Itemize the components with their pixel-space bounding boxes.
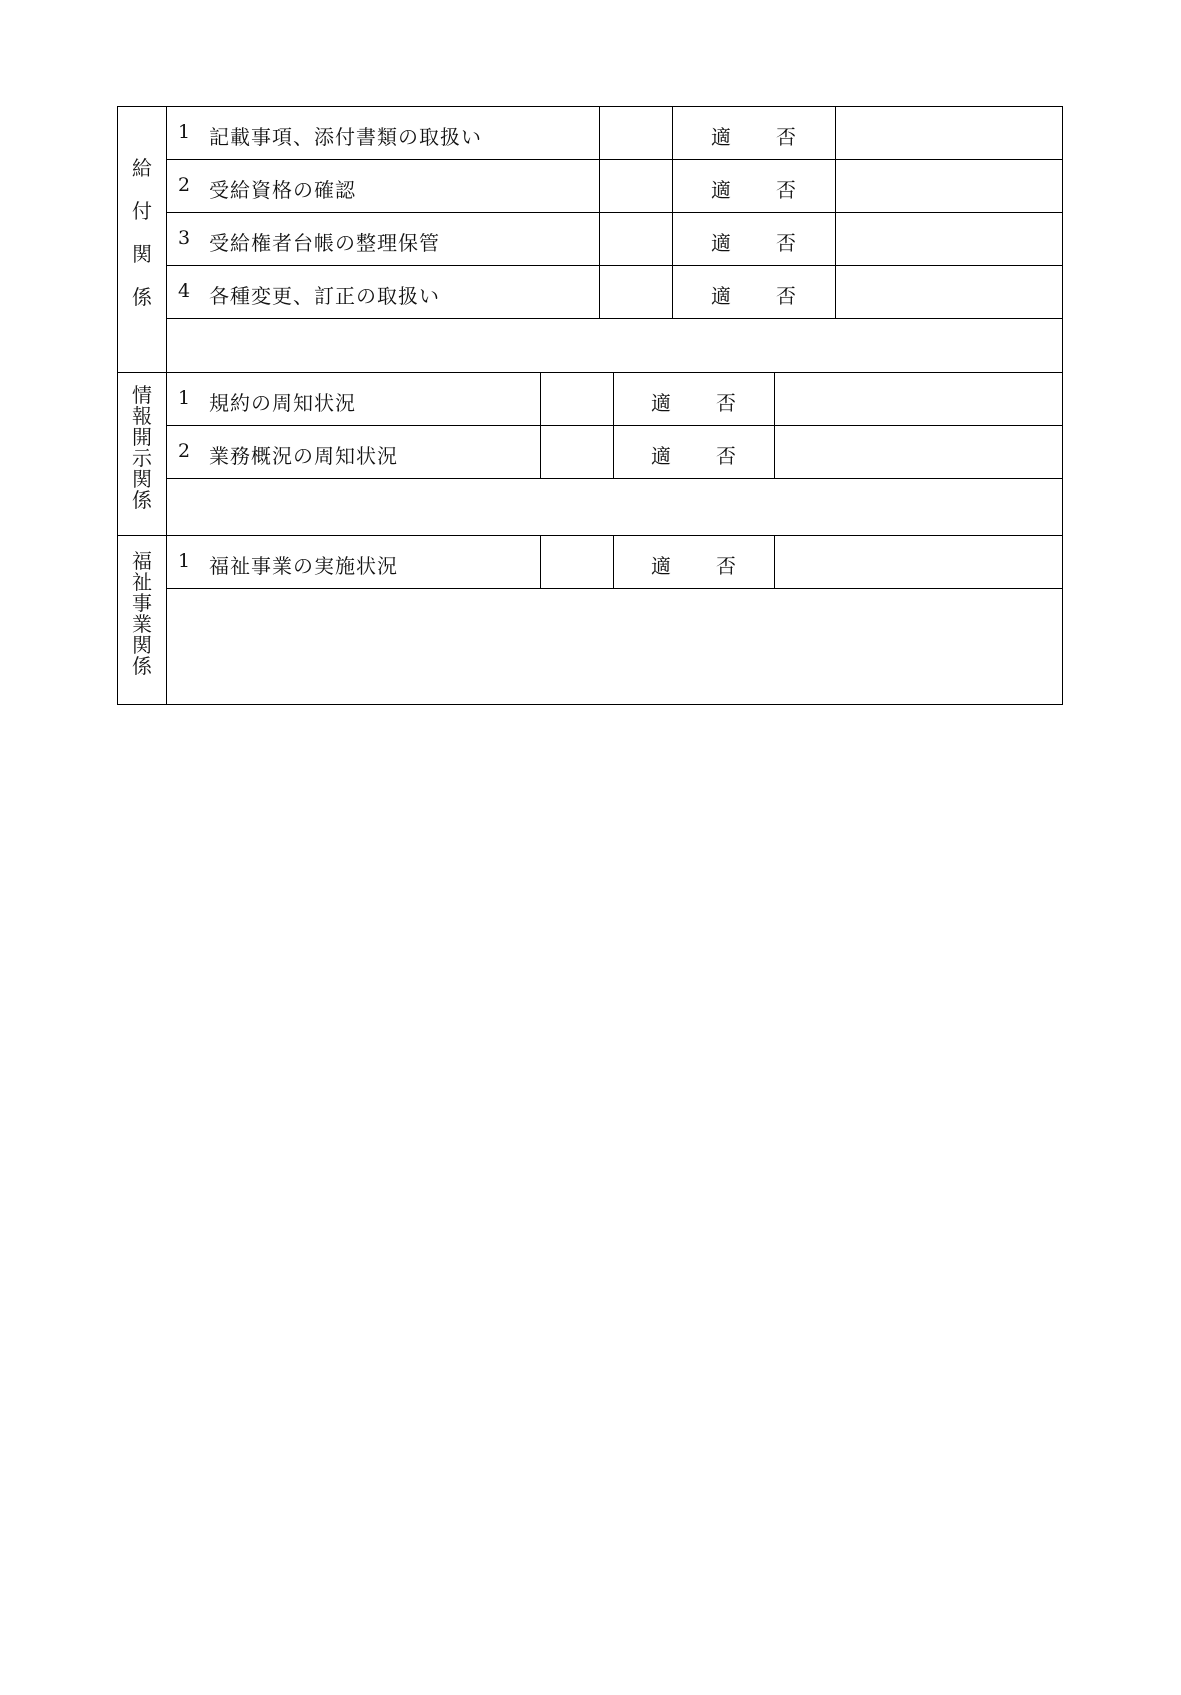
item-number: 1 (178, 121, 191, 143)
item-label: 記載事項、添付書類の取扱い (209, 125, 482, 149)
row-divider (166, 425, 1063, 426)
section-divider (117, 535, 1063, 536)
category-label-joho (118, 385, 166, 511)
category-char: 係 (132, 488, 152, 512)
column-divider (540, 535, 541, 588)
category-label-fukushi (118, 551, 166, 677)
category-char: 関 (132, 467, 152, 491)
category-char: 業 (132, 612, 152, 636)
item-label: 規約の周知状況 (209, 391, 356, 415)
row-divider (166, 478, 1063, 479)
category-divider (166, 106, 167, 705)
item-label: 業務概況の周知状況 (209, 444, 398, 468)
item-label: 受給資格の確認 (209, 178, 356, 202)
column-divider (613, 535, 614, 588)
row-divider (166, 159, 1063, 160)
row-divider (166, 318, 1063, 319)
row-divider (166, 265, 1063, 266)
column-divider (599, 106, 600, 318)
category-char: 報 (132, 404, 152, 428)
column-divider (835, 106, 836, 318)
item-number: 4 (178, 280, 191, 302)
category-char: 関 (132, 633, 152, 657)
tekihi-ok: 適 (711, 231, 731, 255)
item-label: 受給権者台帳の整理保管 (209, 231, 440, 255)
tekihi-ng: 否 (776, 284, 796, 308)
tekihi-ok: 適 (711, 125, 731, 149)
category-char: 係 (132, 285, 152, 309)
row-divider (166, 588, 1063, 589)
section-divider (117, 372, 1063, 373)
category-char: 関 (132, 242, 152, 266)
tekihi-ng: 否 (776, 231, 796, 255)
tekihi-ng: 否 (776, 125, 796, 149)
item-number: 2 (178, 440, 191, 462)
tekihi-ng: 否 (716, 444, 736, 468)
category-char: 係 (132, 654, 152, 678)
category-char: 福 (132, 549, 152, 573)
category-char: 付 (132, 199, 152, 223)
row-divider (166, 212, 1063, 213)
category-char: 事 (132, 591, 152, 615)
column-divider (613, 372, 614, 478)
item-number: 3 (178, 227, 191, 249)
tekihi-ok: 適 (711, 178, 731, 202)
tekihi-ng: 否 (716, 554, 736, 578)
item-number: 1 (178, 387, 191, 409)
tekihi-ok: 適 (651, 391, 671, 415)
tekihi-ng: 否 (716, 391, 736, 415)
category-char: 開 (132, 425, 152, 449)
column-divider (774, 372, 775, 478)
column-divider (774, 535, 775, 588)
category-label-kyufu (118, 158, 166, 308)
tekihi-ok: 適 (711, 284, 731, 308)
tekihi-ng: 否 (776, 178, 796, 202)
category-char: 祉 (132, 570, 152, 594)
category-char: 情 (132, 383, 152, 407)
tekihi-ok: 適 (651, 444, 671, 468)
column-divider (540, 372, 541, 478)
column-divider (672, 106, 673, 318)
item-number: 2 (178, 174, 191, 196)
item-number: 1 (178, 550, 191, 572)
category-char: 示 (132, 446, 152, 470)
item-label: 各種変更、訂正の取扱い (209, 284, 440, 308)
tekihi-ok: 適 (651, 554, 671, 578)
category-char: 給 (132, 156, 152, 180)
item-label: 福祉事業の実施状況 (209, 554, 398, 578)
